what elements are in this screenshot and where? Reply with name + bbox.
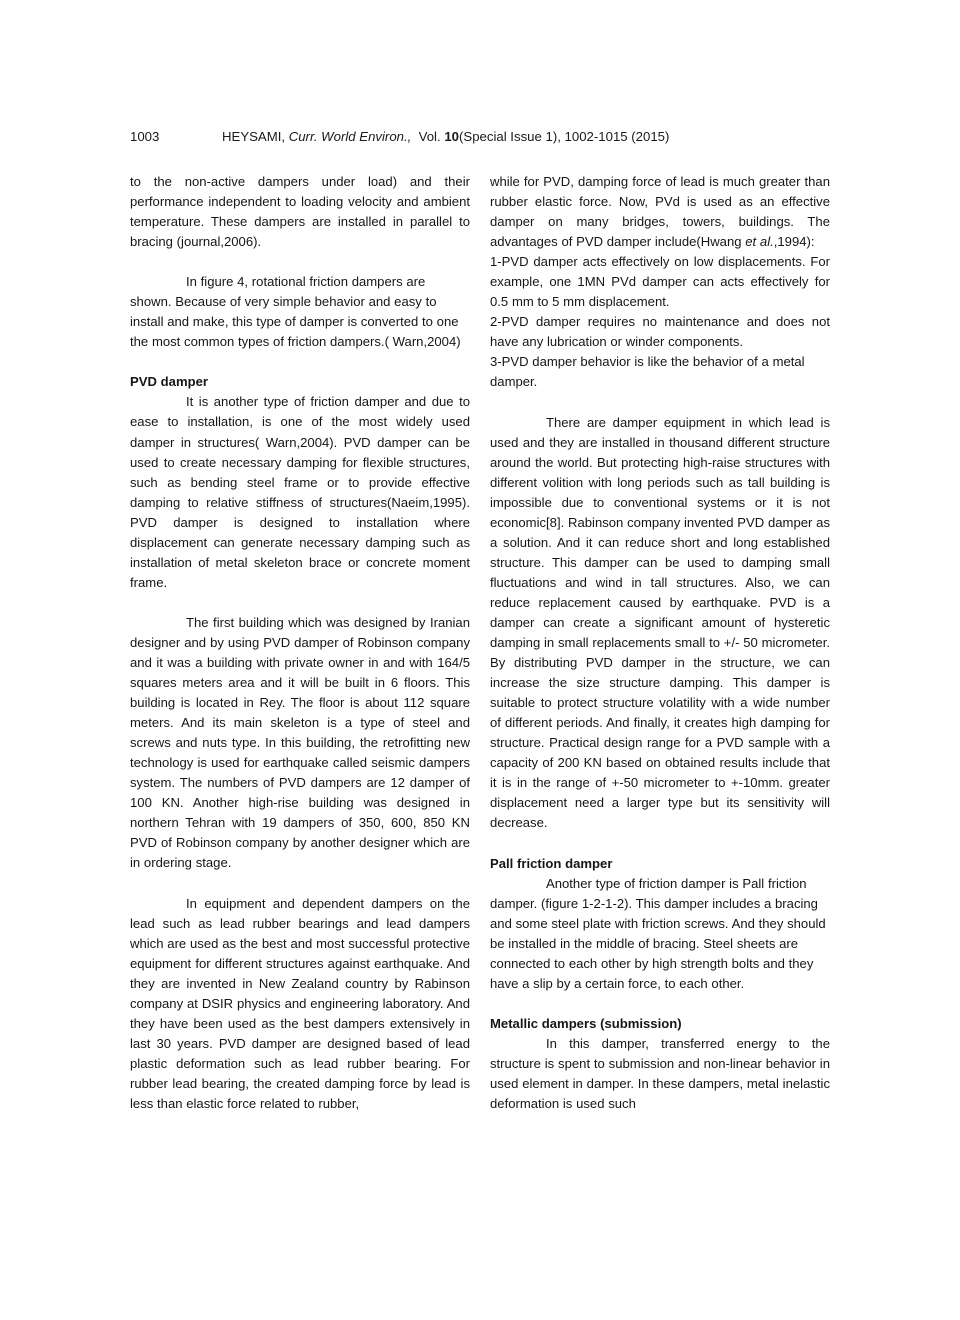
citation-et-al: et al. [745, 234, 774, 250]
list-item-advantage-2: 2-PVD damper requires no maintenance and does not have any lubrication or winder components. [490, 314, 830, 350]
heading-metallic-dampers: Metallic dampers (submission) [490, 1015, 682, 1031]
running-head-author: HEYSAMI, [222, 129, 286, 144]
page-number: 1003 [130, 129, 160, 144]
paragraph-spacer [490, 994, 830, 1014]
running-head-issue: (Special Issue 1), 1002-1015 (2015) [459, 129, 670, 144]
paragraph-figure-4: In figure 4, rotational friction dampers are shown. Because of very simple behavior and easy to install and make, this type of damper is converted to one the most common types of friction dampers.( Warn,2004) [130, 274, 461, 350]
paragraph-pall-friction-damper: Another type of friction damper is Pall friction damper. (figure 1-2-1-2). This damper includes a bracing and some steel plate with friction screws. And they should be installed in the middle of bracing. Steel sheets are connected to each other by high strength bolts and they have a slip by a certain force, to each other. [490, 875, 826, 991]
running-head-vol-label: Vol. [418, 129, 441, 144]
heading-pvd-damper: PVD damper [130, 374, 208, 390]
running-head [130, 128, 830, 146]
paragraph-spacer [130, 593, 470, 613]
running-head-volume: 10 [444, 129, 459, 144]
list-item-advantage-1: 1-PVD damper acts effectively on low displacements. For example, one 1MN PVd damper can acts effectively for 0.5 mm to 5 mm displacement. [490, 254, 830, 310]
paragraph-pvd-advantages-intro [490, 172, 830, 252]
paragraph-spacer [130, 874, 470, 894]
paragraph-metallic-dampers: In this damper, transferred energy to the structure is spent to submission and non-linear behavior in used element in damper. In these dampers, metal inelastic deformation is used such [490, 1035, 830, 1112]
paragraph-spacer [130, 352, 470, 372]
paragraph-continuation: to the non-active dampers under load) and their performance independent to loading velocity and ambient temperature. These dampers are installed in parallel to bracing (journal,2006). [130, 174, 470, 250]
paragraph-lead-equipment: In equipment and dependent dampers on the lead such as lead rubber bearings and lead dampers which are used as the best and most successful protective equipment for different structures against earthquake. And they are invented in New Zealand country by Rabinson company at DSIR physics and engineering laboratory. And they have been used as the best dampers extensively in last 30 years. PVD damper are designed based of lead plastic deformation such as lead rubber bearing. For rubber lead bearing, the created damping force by lead is less than elastic force related to rubber, [130, 895, 470, 1111]
paragraph-spacer [490, 834, 830, 854]
heading-pall-friction-damper: Pall friction damper [490, 855, 613, 871]
list-item-advantage-3: 3-PVD damper behavior is like the behavior of a metal damper. [490, 354, 805, 390]
paragraph-spacer [490, 393, 830, 413]
running-head-journal: Curr. World Environ., [288, 129, 412, 144]
paragraph-first-building: The first building which was designed by Iranian designer and by using PVD damper of Robinson company and it was a building with private owner in and with 164/5 squares meters area and it will be built in 6 floors. This building is located in Rey. The floor is about 112 square meters. And its main skeleton is a type of steel and screws and nuts type. In this building, the retrofitting new technology is used for earthquake called seismic dampers system. The numbers of PVD dampers are 12 damper of 100 KN. Another high-rise building was designed in northern Tehran with 19 dampers of 350, 600, 850 KN PVD of Robinson company by another designer which are in ordering stage. [130, 614, 470, 871]
advantages-intro-text-part2: ,1994): [773, 234, 815, 250]
paragraph-spacer [130, 252, 470, 272]
left-column [130, 172, 470, 1114]
advantages-intro-text-part1: while for PVD, damping force of lead is much greater than rubber elastic force. Now, PVd is used as an effective damper on many bridges, towers, buildings. The advantages of PVD damper include(Hwang [490, 174, 830, 250]
right-column [490, 172, 830, 1114]
paragraph-lead-damper-equipment: There are damper equipment in which lead is used and they are installed in thousand different structure around the world. But protecting high-raise structures with different volition with long periods such as tall building is impossible due to conventional systems or it is not economic[8]. Rabinson company invented PVD damper as a solution. And it can reduce short and long established structure. This damper can be used to damping small fluctuations and wind in tall structures. Also, we can reduce replacement caused by earthquake. PVD is a damper can create a significant amount of hysteretic damping in small replacements small to +/- 50 micrometer. By distributing PVD damper in the structure, we can increase the size structure damping. This damper is suitable to protect structure volatility with a wide number of different periods. And finally, it creates high damping for structure. Practical design range for a PVD sample with a capacity of 200 KN based on obtained results include that it is in the range of +-50 micrometer to +-10mm. greater displacement need a larger type but its sensitivity will decrease. [490, 414, 830, 831]
paragraph-pvd-description: It is another type of friction damper and due to ease to installation, is one of the most widely used damper in structures( Warn,2004). PVD damper can be used to create necessary damping for flexible structures, such as bending steel frame or to provide effective damping to relative stiffness of structures(Naeim,1995). PVD damper is designed to installation where displacement can generate necessary damping such as installation of metal skeleton brace or concrete moment frame. [130, 394, 470, 590]
